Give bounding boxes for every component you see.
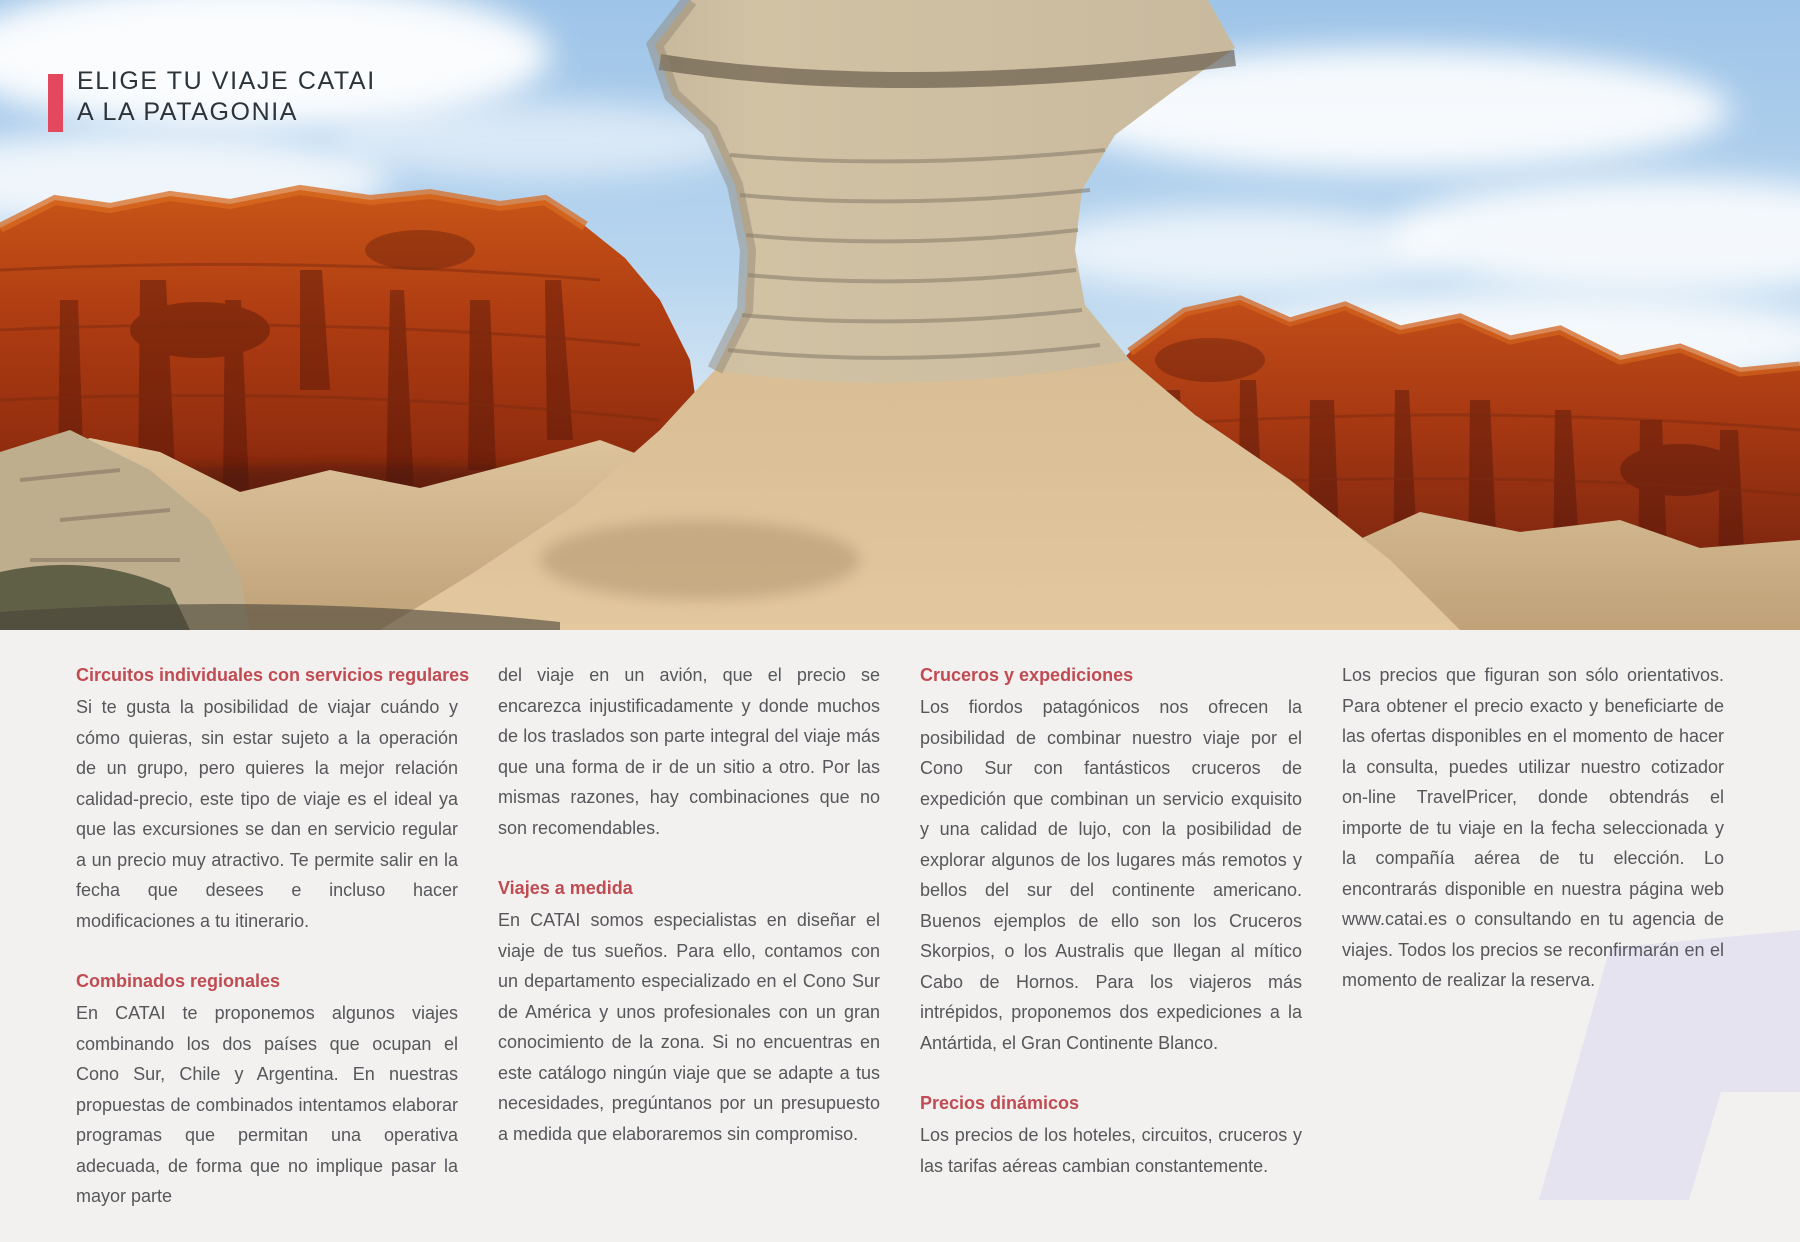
content-columns <box>76 660 1724 1242</box>
section-precios-continuation <box>1342 660 1724 996</box>
section-paragraph: Los fiordos patagónicos nos ofrecen la posibilidad de combinar nuestro viaje por el Cono Sur con fantásticos cruceros de expedición que combinan un servicio exquisito y una calidad de lujo, con la posibilidad de explorar algunos de los lugares más remotos y bellos del sur del continente americano. Buenos ejemplos de ello son los Cruceros Skorpios, o los Australis que llegan al mítico Cabo de Hornos. Para los viajeros más intrépidos, proponemos dos expediciones a la Antártida, el Gran Continente Blanco. <box>920 697 1302 1053</box>
content-column-1 <box>76 660 470 1242</box>
section-heading: Cruceros y expediciones <box>920 665 1134 685</box>
section-paragraph: Los precios de los hoteles, circuitos, cruceros y las tarifas aéreas cambian constantemente. <box>920 1125 1302 1176</box>
content-column-4 <box>1342 660 1724 1242</box>
content-column-3 <box>920 660 1302 1242</box>
page-title-line1: ELIGE TU VIAJE CATAI <box>77 67 376 95</box>
section-heading: Circuitos individuales con servicios regulares <box>76 665 470 685</box>
section-heading: Combinados regionales <box>76 971 281 991</box>
section-paragraph: del viaje en un avión, que el precio se encarezca injustificadamente y donde muchos de los traslados son parte integral del viaje más que una forma de ir de un sitio a otro. Por las mismas razones, hay combinaciones que no son recomendables. <box>498 665 880 838</box>
section-paragraph: Si te gusta la posibilidad de viajar cuándo y cómo quieras, sin estar sujeto a la operación de un grupo, pero quieres la mejor relación calidad-precio, este tipo de viaje es el ideal ya que las excursiones se dan en servicio regular a un precio muy atractivo. Te permite salir en la fecha que desees e incluso hacer modificaciones a tu itinerario. <box>76 697 458 931</box>
section-circuitos-individuales <box>76 660 470 936</box>
content-column-2 <box>498 660 880 1242</box>
section-viajes-a-medida <box>498 873 880 1149</box>
section-paragraph: Los precios que figuran son sólo orientativos. Para obtener el precio exacto y beneficiarte de las ofertas disponibles en el momento de hacer la consulta, puedes utilizar nuestro cotizador on-line TravelPricer, donde obtendrás el importe de tu viaje en la fecha seleccionada y la compañía aérea de tu elección. Lo encontrarás disponible en nuestra página web www.catai.es o consultando en tu agencia de viajes. Todos los precios se reconfirmarán en el momento de realizar la reserva. <box>1342 665 1724 990</box>
section-precios-dinamicos <box>920 1088 1302 1181</box>
page-title <box>77 66 376 132</box>
page-title-block <box>48 66 376 132</box>
page-title-line2: A LA PATAGONIA <box>77 98 299 126</box>
section-paragraph: En CATAI somos especialistas en diseñar el viaje de tus sueños. Para ello, contamos con un departamento especializado en el Cono Sur de América y unos profesionales con un gran conocimiento de la zona. Si no encuentras en este catálogo ningún viaje que se adapte a tus necesidades, pregúntanos por un presupuesto a medida que elaboraremos sin compromiso. <box>498 910 880 1144</box>
section-combinados-regionales <box>76 966 458 1212</box>
section-paragraph: En CATAI te proponemos algunos viajes combinando los dos países que ocupan el Cono Sur, Chile y Argentina. En nuestras propuestas de combinados intentamos elaborar programas que permitan una operativa adecuada, de forma que no implique pasar la mayor parte <box>76 1003 458 1206</box>
section-continuation <box>498 660 880 843</box>
section-heading: Viajes a medida <box>498 878 633 898</box>
section-cruceros-expediciones <box>920 660 1302 1058</box>
section-heading: Precios dinámicos <box>920 1093 1080 1113</box>
red-accent-bar <box>48 74 63 132</box>
